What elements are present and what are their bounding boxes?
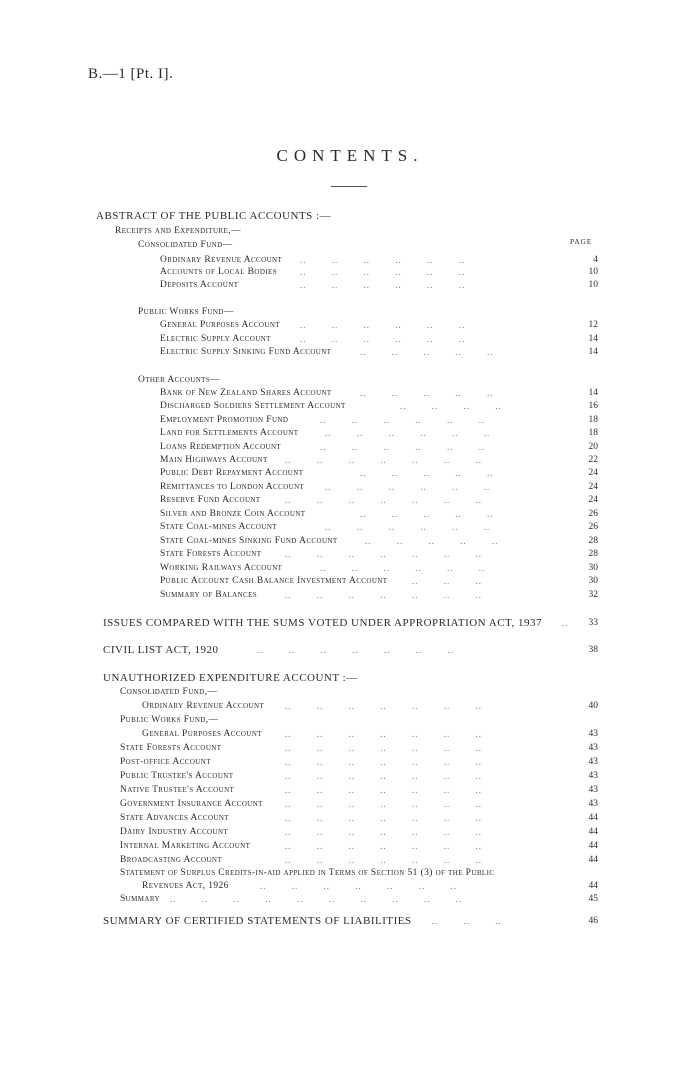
leader-dots: .. .. .. .. .. .. <box>320 563 486 573</box>
leader-dots: .. .. .. .. .. .. .. .. .. .. <box>170 894 463 904</box>
toc-page-number: 18 <box>588 415 598 425</box>
leader-dots: .. .. .. .. .. .. .. <box>285 743 482 753</box>
leader-dots: .. .. .. .. .. .. .. <box>285 771 482 781</box>
toc-page-number: 43 <box>588 743 598 753</box>
toc-entry-label: Deposits Account <box>160 280 239 290</box>
toc-entry-label: Public Trustee's Account <box>120 771 234 781</box>
toc-entry-label: Consolidated Fund— <box>138 240 233 250</box>
leader-dots: .. .. .. .. .. .. .. <box>260 881 457 891</box>
toc-entry <box>103 617 569 629</box>
toc-entry-label: Bank of New Zealand Shares Account <box>160 388 332 398</box>
toc-entry <box>120 840 482 852</box>
leader-dots: .. .. .. .. .. .. <box>325 522 491 532</box>
toc-page-number: 28 <box>588 549 598 559</box>
toc-entry-label: Reserve Fund Account <box>160 495 261 505</box>
leader-dots: .. .. .. .. <box>400 401 502 411</box>
toc-entry-label: State Coal-mines Sinking Fund Account <box>160 536 338 546</box>
toc-entry-label: Public Works Fund,— <box>120 715 219 725</box>
leader-dots: .. .. .. .. .. .. <box>300 334 466 344</box>
toc-entry <box>160 467 494 479</box>
toc-page-number: 43 <box>588 785 598 795</box>
toc-page-number: 40 <box>588 701 598 711</box>
leader-dots: .. .. .. .. .. .. .. <box>285 757 482 767</box>
toc-entry <box>160 521 491 533</box>
toc-entry-label: ISSUES COMPARED WITH THE SUMS VOTED UNDER APPROPRIATION ACT, 1937 <box>103 617 542 629</box>
document-reference: B.—1 [Pt. I]. <box>88 66 174 82</box>
toc-entry <box>160 548 482 560</box>
toc-entry <box>160 494 482 506</box>
toc-page-number: 24 <box>588 468 598 478</box>
toc-entry <box>103 672 358 684</box>
leader-dots: .. .. .. .. .. .. <box>320 442 486 452</box>
toc-entry <box>120 826 482 838</box>
toc-page-number: 30 <box>588 576 598 586</box>
toc-page-number: 14 <box>588 388 598 398</box>
toc-entry <box>120 714 218 726</box>
toc-page-number: 43 <box>588 729 598 739</box>
toc-entry <box>160 414 486 426</box>
leader-dots: .. .. .. .. .. .. .. <box>285 785 482 795</box>
leader-dots: .. .. .. .. .. <box>360 388 494 398</box>
leader-dots: .. .. .. .. .. .. <box>300 280 466 290</box>
toc-entry-label: Post-office Account <box>120 757 211 767</box>
toc-entry-label: UNAUTHORIZED EXPENDITURE ACCOUNT :— <box>103 672 358 684</box>
toc-entry-label: Broadcasting Account <box>120 855 222 865</box>
toc-page-number: 20 <box>588 442 598 452</box>
toc-entry <box>160 333 466 345</box>
toc-page-number: 46 <box>588 916 598 926</box>
toc-entry <box>120 686 217 698</box>
toc-entry <box>160 266 466 278</box>
toc-entry <box>160 441 486 453</box>
toc-entry-label: Silver and Bronze Coin Account <box>160 509 306 519</box>
leader-dots: .. .. .. .. .. .. .. <box>285 841 482 851</box>
toc-entry <box>120 756 482 768</box>
leader-dots: .. .. .. .. .. .. <box>325 428 491 438</box>
toc-page-number: 18 <box>588 428 598 438</box>
toc-entry <box>160 535 499 547</box>
toc-page-number: 24 <box>588 482 598 492</box>
toc-page-number: 26 <box>588 509 598 519</box>
toc-entry <box>96 210 331 222</box>
toc-entry-label: Public Works Fund— <box>138 307 234 317</box>
toc-entry-label: Working Railways Account <box>160 563 283 573</box>
toc-entry-label: Loans Redemption Account <box>160 442 282 452</box>
page-title: CONTENTS. <box>276 146 424 165</box>
leader-dots: .. .. .. .. .. .. <box>320 415 486 425</box>
page-column-header: PAGE <box>570 237 593 246</box>
toc-entry <box>160 575 482 587</box>
leader-dots: .. .. .. .. .. .. .. <box>285 590 482 600</box>
toc-page-number: 44 <box>588 841 598 851</box>
toc-page-number: 22 <box>588 455 598 465</box>
toc-entry-label: Revenues Act, 1926 <box>142 881 229 891</box>
toc-entry <box>160 346 494 358</box>
toc-entry-label: Summary of Balances <box>160 590 258 600</box>
toc-entry <box>120 854 482 866</box>
leader-dots: .. .. .. .. .. .. .. <box>285 813 482 823</box>
leader-dots: .. .. .. .. .. .. .. <box>257 645 454 655</box>
toc-page-number: 43 <box>588 757 598 767</box>
leader-dots: .. .. .. .. .. .. <box>325 482 491 492</box>
toc-entry <box>160 400 502 412</box>
leader-dots: .. .. .. .. .. .. .. <box>285 701 482 711</box>
leader-dots: .. .. .. .. .. .. .. <box>285 549 482 559</box>
toc-entry <box>120 784 482 796</box>
toc-entry <box>138 239 232 251</box>
toc-page-number: 14 <box>588 334 598 344</box>
toc-entry <box>120 742 482 754</box>
leader-dots: .. .. .. .. .. .. .. <box>285 455 482 465</box>
toc-entry <box>103 915 502 927</box>
leader-dots: .. .. .. .. .. .. .. <box>285 495 482 505</box>
toc-page-number: 44 <box>588 881 598 891</box>
toc-entry-label: Statement of Surplus Credits-in-aid applied in Terms of Section 51 (3) of the Public <box>120 868 495 878</box>
toc-page-number: 33 <box>588 618 598 628</box>
toc-entry <box>160 319 466 331</box>
toc-page-number: 44 <box>588 827 598 837</box>
toc-page-number: 10 <box>588 280 598 290</box>
leader-dots: .. .. .. .. .. <box>360 509 494 519</box>
toc-entry <box>160 589 482 601</box>
toc-page-number: 32 <box>588 590 598 600</box>
toc-entry-label: State Forests Account <box>160 549 262 559</box>
toc-page-number: 4 <box>593 255 598 265</box>
toc-entry-label: Government Insurance Account <box>120 799 263 809</box>
leader-dots: .. <box>562 618 569 628</box>
toc-entry <box>160 387 494 399</box>
toc-entry-label: Land for Settlements Account <box>160 428 299 438</box>
toc-entry-label: General Purposes Account <box>160 320 280 330</box>
toc-entry <box>160 508 494 520</box>
toc-page-number: 26 <box>588 522 598 532</box>
toc-page-number: 14 <box>588 347 598 357</box>
title-rule <box>331 186 367 187</box>
leader-dots: .. .. .. <box>412 576 482 586</box>
toc-entry-label: SUMMARY OF CERTIFIED STATEMENTS OF LIABILITIES <box>103 915 412 927</box>
toc-entry <box>160 254 466 266</box>
leader-dots: .. .. .. .. .. .. .. <box>285 827 482 837</box>
leader-dots: .. .. .. .. .. .. .. <box>285 729 482 739</box>
toc-entry-label: Electric Supply Account <box>160 334 271 344</box>
toc-entry <box>160 562 486 574</box>
toc-page-number: 45 <box>588 894 598 904</box>
toc-entry-label: CIVIL LIST ACT, 1920 <box>103 644 219 656</box>
toc-entry-label: Employment Promotion Fund <box>160 415 289 425</box>
toc-entry-label: ABSTRACT OF THE PUBLIC ACCOUNTS :— <box>96 210 332 222</box>
toc-page-number: 16 <box>588 401 598 411</box>
toc-entry-label: Native Trustee's Account <box>120 785 235 795</box>
toc-entry <box>160 279 466 291</box>
toc-entry-label: Summary <box>120 894 160 904</box>
toc-entry-label: State Coal-mines Account <box>160 522 277 532</box>
leader-dots: .. .. .. .. .. <box>360 347 494 357</box>
toc-entry-label: Public Debt Repayment Account <box>160 468 304 478</box>
toc-entry-label: Dairy Industry Account <box>120 827 229 837</box>
toc-entry <box>142 700 482 712</box>
toc-entry <box>120 812 482 824</box>
toc-entry <box>138 306 234 318</box>
toc-entry-label: Discharged Soldiers Settlement Account <box>160 401 346 411</box>
toc-page-number: 38 <box>588 645 598 655</box>
toc-entry-label: Consolidated Fund,— <box>120 687 218 697</box>
toc-entry-label: Ordinary Revenue Account <box>160 255 283 265</box>
toc-page-number: 44 <box>588 855 598 865</box>
toc-entry <box>115 225 241 237</box>
toc-entry <box>160 427 491 439</box>
toc-entry-label: Other Accounts— <box>138 375 221 385</box>
toc-page-number: 10 <box>588 267 598 277</box>
toc-entry <box>120 770 482 782</box>
toc-entry <box>103 644 454 656</box>
toc-entry <box>120 798 482 810</box>
leader-dots: .. .. .. .. <box>400 916 502 926</box>
toc-page-number: 30 <box>588 563 598 573</box>
leader-dots: .. .. .. .. .. .. <box>300 255 466 265</box>
toc-entry-label: Internal Marketing Account <box>120 841 251 851</box>
toc-entry <box>160 454 482 466</box>
toc-entry-label: Receipts and Expenditure,— <box>115 226 241 236</box>
toc-entry-label: Accounts of Local Bodies <box>160 267 278 277</box>
toc-page-number: 43 <box>588 799 598 809</box>
toc-entry <box>142 880 457 892</box>
leader-dots: .. .. .. .. .. <box>365 536 499 546</box>
toc-entry <box>160 481 491 493</box>
toc-entry <box>142 728 482 740</box>
leader-dots: .. .. .. .. .. .. .. <box>285 855 482 865</box>
toc-page-number: 28 <box>588 536 598 546</box>
toc-entry-label: Electric Supply Sinking Fund Account <box>160 347 332 357</box>
toc-entry <box>120 893 463 905</box>
toc-page-number: 43 <box>588 771 598 781</box>
leader-dots: .. .. .. .. .. <box>360 468 494 478</box>
leader-dots: .. .. .. .. .. .. <box>300 267 466 277</box>
toc-entry-label: General Purposes Account <box>142 729 262 739</box>
toc-entry-label: State Advances Account <box>120 813 229 823</box>
toc-entry-label: Public Account Cash Balance Investment Account <box>160 576 388 586</box>
toc-entry <box>120 867 494 879</box>
toc-page-number: 44 <box>588 813 598 823</box>
toc-entry-label: Main Highways Account <box>160 455 268 465</box>
toc-entry-label: Ordinary Revenue Account <box>142 701 265 711</box>
toc-page-number: 24 <box>588 495 598 505</box>
leader-dots: .. .. .. .. .. .. .. <box>285 799 482 809</box>
leader-dots: .. .. .. .. .. .. <box>300 320 466 330</box>
toc-entry-label: State Forests Account <box>120 743 222 753</box>
toc-entry <box>138 374 220 386</box>
toc-page-number: 12 <box>588 320 598 330</box>
toc-entry-label: Remittances to London Account <box>160 482 305 492</box>
